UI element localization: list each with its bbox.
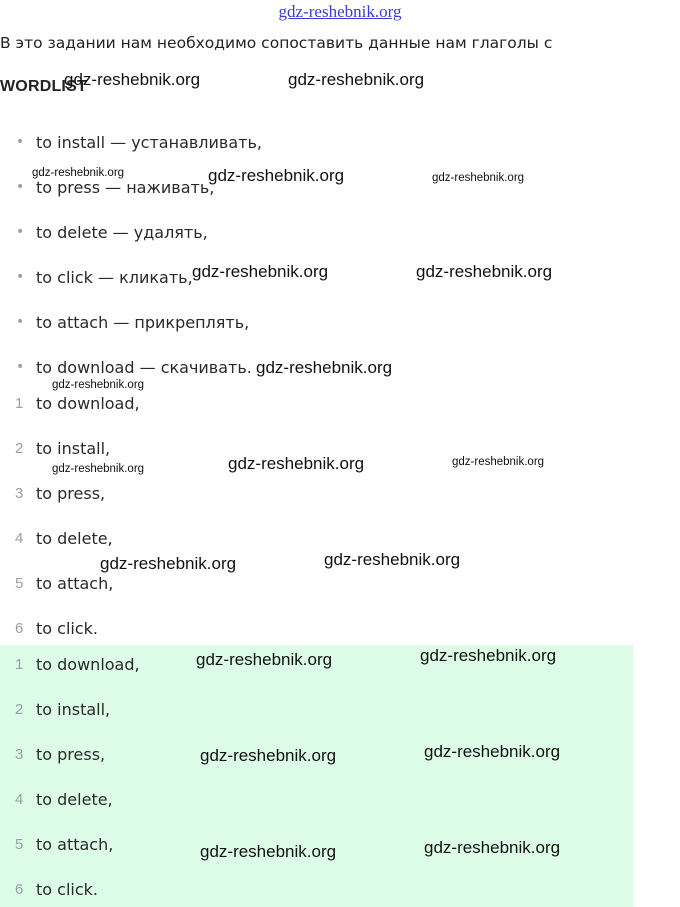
- watermark: gdz-reshebnik.org: [192, 262, 329, 281]
- list-item: [0, 127, 680, 157]
- item-number: 3: [15, 484, 24, 502]
- item-number: 5: [15, 574, 24, 592]
- wordlist-item-text: to delete — удалять,: [36, 222, 208, 242]
- item-text: to press,: [36, 483, 106, 503]
- bullet-marker: •: [16, 224, 25, 240]
- wordlist-item-text: to install — устанавливать,: [36, 132, 262, 152]
- watermark: gdz-reshebnik.org: [208, 166, 345, 185]
- list-item: [0, 352, 680, 382]
- item-number: 2: [15, 439, 24, 457]
- item-text: to click.: [36, 618, 98, 638]
- watermark: gdz-reshebnik.org: [424, 742, 561, 761]
- wordlist-heading: WORDLIST: [0, 78, 87, 95]
- item-text: to delete,: [36, 528, 113, 548]
- watermark: gdz-reshebnik.org: [200, 842, 337, 861]
- watermark: gdz-reshebnik.org: [288, 70, 425, 89]
- item-number: 6: [15, 880, 24, 898]
- item-text: to download,: [36, 654, 140, 674]
- site-header-link[interactable]: gdz-reshebnik.org: [278, 2, 402, 21]
- intro-text: В это задании нам необходимо сопоставить данные нам глаголы с: [0, 34, 553, 52]
- list-item: [0, 568, 680, 598]
- item-text: to attach,: [36, 834, 114, 854]
- list-item: [0, 262, 680, 292]
- watermark: gdz-reshebnik.org: [420, 646, 557, 665]
- watermark: gdz-reshebnik.org: [432, 172, 525, 184]
- bullet-marker: •: [16, 179, 25, 195]
- wordlist-item-text: to attach — прикреплять,: [36, 312, 250, 332]
- watermark: gdz-reshebnik.org: [200, 746, 337, 765]
- list-item: [0, 217, 680, 247]
- list-item: [0, 388, 680, 418]
- item-number: 1: [15, 655, 24, 673]
- item-text: to install,: [36, 438, 111, 458]
- item-text: to click.: [36, 879, 98, 899]
- watermark: gdz-reshebnik.org: [324, 550, 461, 569]
- watermark: gdz-reshebnik.org: [52, 379, 145, 391]
- bullet-marker: •: [16, 359, 25, 375]
- item-text: to attach,: [36, 573, 114, 593]
- list-item: [0, 307, 680, 337]
- item-number: 6: [15, 619, 24, 637]
- wordlist-item-text: to download — скачивать.: [36, 357, 252, 377]
- list-item: [0, 433, 680, 463]
- item-text: to download,: [36, 393, 140, 413]
- item-number: 2: [15, 700, 24, 718]
- item-number: 4: [15, 529, 24, 547]
- watermark: gdz-reshebnik.org: [228, 454, 365, 473]
- list-item: [0, 874, 680, 904]
- item-number: 3: [15, 745, 24, 763]
- list-item: [0, 478, 680, 508]
- item-text: to install,: [36, 699, 111, 719]
- list-item: [0, 829, 680, 859]
- item-text: to delete,: [36, 789, 113, 809]
- watermark: gdz-reshebnik.org: [52, 463, 145, 475]
- item-text: to press,: [36, 744, 106, 764]
- list-item: [0, 739, 680, 769]
- bullet-marker: •: [16, 269, 25, 285]
- watermark: gdz-reshebnik.org: [196, 650, 333, 669]
- item-number: 5: [15, 835, 24, 853]
- item-number: 1: [15, 394, 24, 412]
- list-item: [0, 784, 680, 814]
- list-item: [0, 694, 680, 724]
- list-item: [0, 523, 680, 553]
- watermark: gdz-reshebnik.org: [256, 358, 393, 377]
- answer-panel: [0, 645, 633, 907]
- wordlist-item-text: to click — кликать,: [36, 267, 193, 287]
- watermark: gdz-reshebnik.org: [32, 167, 125, 179]
- item-number: 4: [15, 790, 24, 808]
- watermark: gdz-reshebnik.org: [64, 70, 201, 89]
- list-item: [0, 172, 680, 202]
- watermark: gdz-reshebnik.org: [452, 456, 545, 468]
- list-item: [0, 649, 680, 679]
- watermark: gdz-reshebnik.org: [100, 554, 237, 573]
- list-item: [0, 613, 680, 643]
- watermark: gdz-reshebnik.org: [416, 262, 553, 281]
- watermark: gdz-reshebnik.org: [424, 838, 561, 857]
- bullet-marker: •: [16, 314, 25, 330]
- bullet-marker: •: [16, 134, 25, 150]
- wordlist-item-text: to press — наживать,: [36, 177, 215, 197]
